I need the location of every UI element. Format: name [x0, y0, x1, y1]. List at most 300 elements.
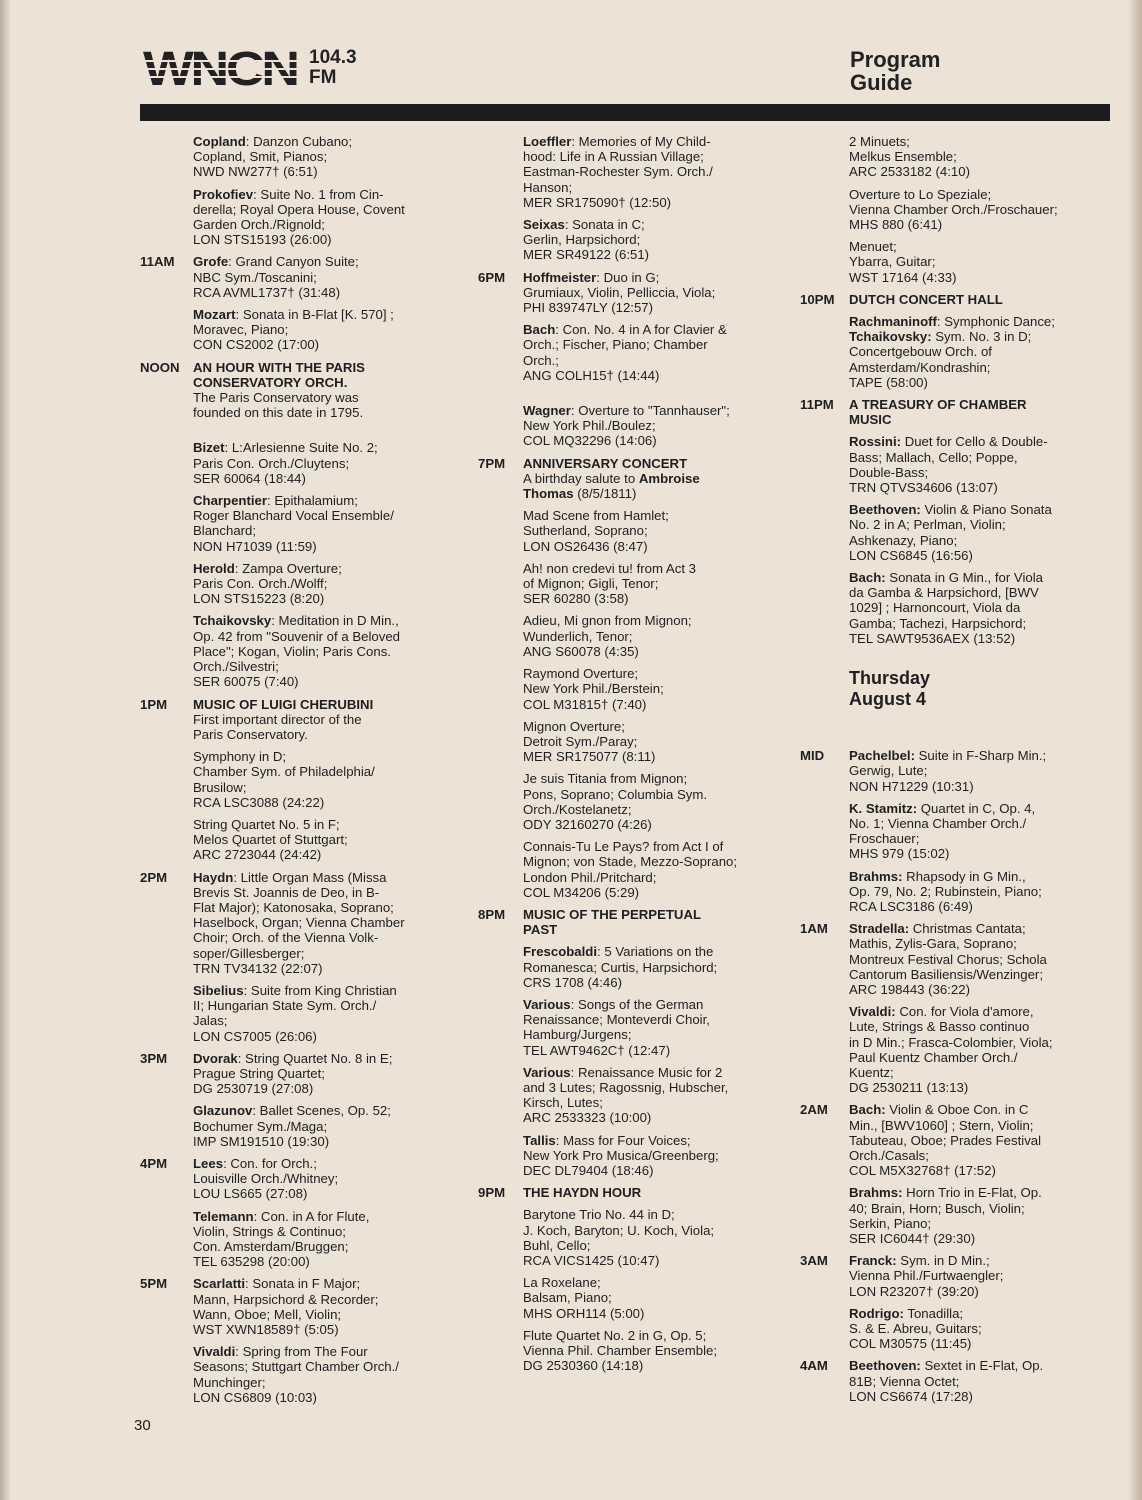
- entry-line: [523, 1343, 782, 1358]
- entry-line: [523, 322, 782, 337]
- entry-text: J. Koch, Baryton; U. Koch, Viola;: [523, 1222, 715, 1238]
- entry-text: Moravec, Piano;: [193, 322, 289, 338]
- program-entry: [140, 440, 460, 486]
- program-entry: [478, 134, 782, 210]
- program-entry: [800, 1102, 1110, 1178]
- entry-text: A birthday salute to: [523, 470, 639, 486]
- entry-text: Mignon; von Stade, Mezzo-Soprano;: [523, 854, 738, 870]
- entry-line: [193, 202, 460, 217]
- entry-line: [849, 1185, 1110, 1200]
- entry-line: [523, 1095, 782, 1110]
- entry-text: LON R23207† (39:20): [849, 1283, 979, 1299]
- entry-text: : Songs of the German: [570, 996, 704, 1012]
- entry-text: ARC 2533323 (10:00): [523, 1110, 652, 1126]
- time-slot: 2PM: [140, 869, 168, 885]
- program-entry: [800, 748, 1110, 794]
- program-entry: [478, 1275, 782, 1321]
- program-entry: [800, 869, 1110, 915]
- entry-text: Place"; Kogan, Violin; Paris Cons.: [193, 643, 391, 659]
- entry-text: Melkus Ensemble;: [849, 149, 957, 165]
- entry-text: Bass; Mallach, Cello; Poppe,: [849, 449, 1018, 465]
- entry-text: COL M30575 (11:45): [849, 1336, 972, 1352]
- entry-text: New York Phil./Boulez;: [523, 418, 656, 434]
- composer-or-title: Bach:: [849, 570, 886, 586]
- entry-line: [193, 456, 460, 471]
- composer-or-title: Lees: [193, 1155, 224, 1171]
- entry-line: [193, 900, 460, 915]
- program-entry: [478, 997, 782, 1058]
- composer-or-title: Various: [523, 1064, 571, 1080]
- entry-line: [849, 869, 1110, 884]
- composer-or-title: Frescobaldi: [523, 944, 598, 960]
- entry-line: [193, 885, 460, 900]
- entry-line: [193, 832, 460, 847]
- entry-text: Connais-Tu Le Pays? from Act I of: [523, 839, 724, 855]
- entry-line: [193, 493, 460, 508]
- entry-line: [193, 337, 460, 352]
- entry-line: [193, 1276, 460, 1291]
- entry-text: Mignon Overture;: [523, 718, 625, 734]
- program-entry: [140, 1276, 460, 1337]
- program-entry: [478, 944, 782, 990]
- section-title-line2: Guide: [850, 70, 913, 95]
- entry-text: London Phil./Pritchard;: [523, 869, 657, 885]
- entry-line: [849, 831, 1110, 846]
- entry-text: MHS 979 (15:02): [849, 846, 950, 862]
- entry-line: [849, 1216, 1110, 1231]
- entry-text: New York Phil./Berstein;: [523, 681, 664, 697]
- entry-text: Paul Kuentz Chamber Orch./: [849, 1049, 1018, 1065]
- entry-line: [523, 300, 782, 315]
- entry-line: [193, 915, 460, 930]
- entry-text: SER IC6044† (29:30): [849, 1230, 976, 1246]
- entry-text: : Mass for Four Voices;: [555, 1132, 691, 1148]
- entry-text: Froschauer;: [849, 831, 920, 847]
- entry-line: [523, 1043, 782, 1058]
- entry-line: [849, 1253, 1110, 1268]
- composer-or-title: Copland: [193, 134, 246, 149]
- composer-or-title: Charpentier: [193, 493, 268, 509]
- entry-text: : Sonata in B-Flat [K. 570] ;: [235, 307, 394, 323]
- entry-line: [523, 1133, 782, 1148]
- time-slot: 6PM: [478, 269, 506, 285]
- entry-text: Quartet in C, Op. 4,: [917, 800, 1036, 816]
- time-slot: 10PM: [800, 291, 835, 307]
- entry-line: [193, 727, 460, 742]
- day-heading-date: August 4: [849, 689, 927, 710]
- entry-text: Concertgebouw Orch. of: [849, 344, 992, 360]
- entry-text: Mad Scene from Hamlet;: [523, 508, 669, 524]
- time-slot: MID: [800, 748, 825, 764]
- entry-text: Menuet;: [849, 239, 897, 255]
- entry-text: Hamburg/Jurgens;: [523, 1027, 632, 1043]
- entry-line: [523, 180, 782, 195]
- day-heading: [800, 668, 1110, 710]
- entry-line: [523, 1290, 782, 1305]
- entry-line: [849, 239, 1110, 254]
- entry-text: Raymond Overture;: [523, 666, 639, 682]
- entry-line: [193, 1081, 460, 1096]
- program-entry: [800, 239, 1110, 285]
- entry-line: [193, 561, 460, 576]
- entry-line: [193, 749, 460, 764]
- entry-text: Ybarra, Guitar;: [849, 254, 936, 270]
- entry-line: [849, 329, 1110, 344]
- program-entry: [478, 322, 782, 383]
- entry-line: [193, 508, 460, 523]
- time-slot: NOON: [140, 359, 180, 375]
- entry-text: Sym. in D Min.;: [896, 1253, 990, 1269]
- entry-line: [193, 961, 460, 976]
- entry-text: LON CS6845 (16:56): [849, 547, 973, 563]
- entry-line: [523, 749, 782, 764]
- program-entry: [140, 134, 460, 180]
- entry-text: Tonadilla;: [903, 1305, 964, 1321]
- entry-line: [849, 480, 1110, 495]
- composer-or-title: Bach: [523, 322, 556, 338]
- entry-text: LOU LS665 (27:08): [193, 1186, 308, 1202]
- entry-line: [193, 164, 460, 179]
- entry-line: [849, 801, 1110, 816]
- entry-text: Ashkenazy, Piano;: [849, 532, 958, 548]
- entry-text: Kuentz;: [849, 1064, 894, 1080]
- entry-line: [193, 1051, 460, 1066]
- entry-line: [849, 1163, 1110, 1178]
- program-entry: [140, 1156, 460, 1202]
- entry-line: [849, 585, 1110, 600]
- entry-text: The Paris Conservatory was: [193, 390, 359, 406]
- program-entry: [478, 403, 782, 449]
- entry-text: 40; Brain, Horn; Busch, Violin;: [849, 1200, 1025, 1216]
- entry-text: TEL 635298 (20:00): [193, 1254, 310, 1270]
- entry-text: and 3 Lutes; Ragossnig, Hubscher,: [523, 1079, 729, 1095]
- entry-line: [849, 202, 1110, 217]
- entry-text: Wunderlich, Tenor;: [523, 628, 633, 644]
- program-entry: [478, 561, 782, 607]
- schedule-column-3: [800, 134, 1110, 1411]
- entry-text: Haselbock, Organ; Vienna Chamber: [193, 915, 405, 931]
- entry-text: SER 60280 (3:58): [523, 591, 629, 607]
- entry-text: : 5 Variations on the: [597, 944, 714, 960]
- entry-line: [193, 1292, 460, 1307]
- entry-text: LON STS15193 (26:00): [193, 232, 332, 248]
- entry-line: [523, 975, 782, 990]
- entry-text: MER SR49122 (6:51): [523, 247, 650, 263]
- entry-text: Eastman-Rochester Sym. Orch./: [523, 164, 713, 180]
- program-entry: [140, 187, 460, 248]
- entry-line: [523, 922, 782, 937]
- time-slot: 1PM: [140, 696, 168, 712]
- entry-text: : Sonata in C;: [564, 217, 645, 233]
- entry-text: Brevis St. Joannis de Deo, in B-: [193, 884, 380, 900]
- entry-text: Christmas Cantata;: [909, 921, 1026, 937]
- entry-text: : String Quartet No. 8 in E;: [237, 1050, 393, 1066]
- entry-line: [849, 465, 1110, 480]
- entry-line: [849, 816, 1110, 831]
- program-entry: [478, 1133, 782, 1179]
- entry-text: DG 2530211 (13:13): [849, 1080, 969, 1096]
- schedule-column-1: [140, 134, 460, 1412]
- entry-text: PHI 839747LY (12:57): [523, 300, 654, 316]
- entry-text: WST XWN18589† (5:05): [193, 1322, 339, 1338]
- page-edge-left: [0, 0, 10, 1500]
- entry-line: [849, 921, 1110, 936]
- entry-text: Orch.; Fischer, Piano; Chamber: [523, 337, 708, 353]
- entry-line: [523, 471, 782, 486]
- entry-line: [523, 539, 782, 554]
- entry-line: [193, 629, 460, 644]
- entry-text: Je suis Titania from Mignon;: [523, 771, 688, 787]
- entry-line: [849, 187, 1110, 202]
- entry-text: : Spring from The Four: [235, 1344, 368, 1360]
- composer-or-title: THE HAYDN HOUR: [523, 1185, 642, 1201]
- entry-text: Rhapsody in G Min.,: [902, 868, 1026, 884]
- entry-text: da Gamba & Harpsichord, [BWV: [849, 585, 1039, 601]
- entry-text: Kirsch, Lutes;: [523, 1095, 603, 1111]
- entry-text: CRS 1708 (4:46): [523, 974, 622, 990]
- program-entry: [478, 719, 782, 765]
- schedule-column-2: [478, 134, 782, 1380]
- entry-line: [193, 659, 460, 674]
- entry-line: [849, 1284, 1110, 1299]
- entry-line: [193, 1171, 460, 1186]
- entry-line: [523, 719, 782, 734]
- entry-text: Mann, Harpsichord & Recorder;: [193, 1291, 379, 1307]
- entry-text: Duet for Cello & Double-: [901, 434, 1048, 450]
- program-entry: [140, 613, 460, 689]
- entry-text: : Con. in A for Flute,: [253, 1208, 370, 1224]
- entry-line: [523, 1185, 782, 1200]
- entry-text: Roger Blanchard Vocal Ensemble/: [193, 508, 394, 524]
- entry-text: LON CS6674 (17:28): [849, 1388, 973, 1404]
- entry-line: [523, 1065, 782, 1080]
- entry-line: [523, 1080, 782, 1095]
- entry-line: [849, 270, 1110, 285]
- entry-line: [523, 666, 782, 681]
- entry-line: [849, 1050, 1110, 1065]
- entry-line: [193, 712, 460, 727]
- entry-line: [849, 375, 1110, 390]
- entry-line: [523, 1223, 782, 1238]
- entry-line: [523, 353, 782, 368]
- entry-text: Prague String Quartet;: [193, 1065, 325, 1081]
- composer-or-title: Bizet: [193, 440, 225, 456]
- entry-line: [193, 930, 460, 945]
- program-entry: [140, 360, 460, 421]
- entry-text: Orch./Silvestri;: [193, 659, 279, 675]
- program-entry: [140, 870, 460, 976]
- entry-text: Detroit Sym./Paray;: [523, 733, 638, 749]
- entry-line: [193, 674, 460, 689]
- composer-or-title: ANNIVERSARY CONCERT: [523, 455, 688, 471]
- entry-line: [193, 1066, 460, 1081]
- entry-line: [849, 884, 1110, 899]
- entry-text: hood: Life in A Russian Village;: [523, 149, 704, 165]
- entry-line: [193, 405, 460, 420]
- entry-line: [523, 613, 782, 628]
- entry-text: : L:Arlesienne Suite No. 2;: [224, 440, 378, 456]
- entry-line: [193, 149, 460, 164]
- program-entry: [800, 434, 1110, 495]
- entry-text: : Duo in G;: [596, 269, 660, 285]
- entry-line: [193, 870, 460, 885]
- entry-line: [193, 134, 460, 149]
- logo-band: FM: [309, 67, 337, 88]
- entry-line: [193, 1254, 460, 1269]
- entry-text: Op. 79, No. 2; Rubinstein, Piano;: [849, 883, 1042, 899]
- entry-line: [849, 517, 1110, 532]
- entry-line: [193, 254, 460, 269]
- program-entry: [478, 217, 782, 263]
- program-entry: [800, 1358, 1110, 1404]
- entry-text: New York Pro Musica/Greenberg;: [523, 1147, 719, 1163]
- entry-text: TRN QTVS34606 (13:07): [849, 480, 998, 496]
- entry-text: SER 60064 (18:44): [193, 470, 306, 486]
- entry-text: Romanesca; Curtis, Harpsichord;: [523, 959, 718, 975]
- entry-text: Suite in F-Sharp Min.;: [914, 748, 1047, 764]
- entry-line: [193, 1103, 460, 1118]
- entry-line: [193, 523, 460, 538]
- composer-or-title: Various: [523, 996, 571, 1012]
- entry-line: [523, 523, 782, 538]
- entry-text: TRN TV34132 (22:07): [193, 960, 323, 976]
- program-entry: [140, 1209, 460, 1270]
- entry-text: Jalas;: [193, 1013, 228, 1029]
- entry-line: [193, 1307, 460, 1322]
- logo-frequency: 104.3: [309, 47, 357, 68]
- composer-or-title: Telemann: [193, 1208, 254, 1224]
- entry-text: COL M31815† (7:40): [523, 696, 647, 712]
- time-slot: 5PM: [140, 1276, 168, 1292]
- entry-line: [523, 247, 782, 262]
- logo-stripe: [143, 68, 305, 70]
- entry-line: [523, 697, 782, 712]
- composer-or-title: Brahms:: [849, 1185, 903, 1201]
- entry-line: [193, 1209, 460, 1224]
- program-entry: [140, 817, 460, 863]
- entry-line: [849, 533, 1110, 548]
- composer-or-title: AN HOUR WITH THE PARIS: [193, 359, 365, 375]
- entry-line: [193, 1390, 460, 1405]
- entry-text: Orch.;: [523, 352, 559, 368]
- entry-text: First important director of the: [193, 711, 362, 727]
- entry-line: [523, 1253, 782, 1268]
- entry-line: [193, 576, 460, 591]
- program-entry: [800, 921, 1110, 997]
- entry-line: [193, 471, 460, 486]
- entry-line: [193, 795, 460, 810]
- entry-text: Flat Major); Katonosaka, Soprano;: [193, 899, 394, 915]
- composer-or-title: Brahms:: [849, 868, 903, 884]
- entry-text: DEC DL79404 (18:46): [523, 1162, 654, 1178]
- entry-line: [193, 817, 460, 832]
- composer-or-title: Pachelbel:: [849, 748, 915, 764]
- entry-text: 1029] ; Harnoncourt, Viola da: [849, 600, 1021, 616]
- entry-text: Montreux Festival Chorus; Schola: [849, 951, 1047, 967]
- entry-text: Louisville Orch./Whitney;: [193, 1171, 339, 1187]
- entry-line: [193, 187, 460, 202]
- entry-line: [849, 434, 1110, 449]
- composer-or-title: Rodrigo:: [849, 1305, 904, 1321]
- composer-or-title: PAST: [523, 922, 558, 938]
- entry-text: Violin, Strings & Continuo;: [193, 1223, 346, 1239]
- entry-line: [849, 134, 1110, 149]
- composer-or-title: Sibelius: [193, 982, 244, 998]
- program-entry: [478, 1185, 782, 1200]
- entry-text: Op. 42 from "Souvenir of a Beloved: [193, 628, 401, 644]
- time-slot: 1AM: [800, 921, 828, 937]
- entry-line: [193, 613, 460, 628]
- entry-line: [523, 997, 782, 1012]
- entry-line: [193, 1344, 460, 1359]
- entry-line: [193, 322, 460, 337]
- program-entry: [478, 508, 782, 554]
- entry-line: [849, 1231, 1110, 1246]
- entry-line: [523, 164, 782, 179]
- entry-text: Paris Conservatory.: [193, 726, 308, 742]
- time-slot: 3AM: [800, 1253, 828, 1269]
- entry-line: [849, 412, 1110, 427]
- entry-text: : Danzon Cubano;: [245, 134, 353, 149]
- composer-or-title: Beethoven:: [849, 502, 921, 518]
- time-slot: 8PM: [478, 906, 506, 922]
- entry-line: [523, 629, 782, 644]
- entry-line: [193, 1156, 460, 1171]
- entry-text: Sextet in E-Flat, Op.: [920, 1358, 1044, 1374]
- entry-text: Con. for Viola d'amore,: [895, 1004, 1034, 1020]
- entry-text: Violin & Oboe Con. in C: [885, 1102, 1029, 1118]
- program-entry: [478, 907, 782, 937]
- entry-line: [523, 1207, 782, 1222]
- entry-line: [523, 1328, 782, 1343]
- program-entry: [478, 456, 782, 502]
- entry-line: [193, 780, 460, 795]
- page-edge-right: [1128, 0, 1142, 1500]
- entry-line: [523, 1148, 782, 1163]
- entry-line: [849, 616, 1110, 631]
- time-slot: 2AM: [800, 1102, 828, 1118]
- time-slot: 4AM: [800, 1358, 828, 1374]
- entry-text: RCA AVML1737† (31:48): [193, 284, 341, 300]
- composer-or-title: A TREASURY OF CHAMBER: [849, 397, 1027, 413]
- entry-text: Seasons; Stuttgart Chamber Orch./: [193, 1359, 399, 1375]
- entry-line: [193, 591, 460, 606]
- program-entry: [478, 1328, 782, 1374]
- program-entry: [478, 613, 782, 659]
- entry-text: derella; Royal Opera House, Covent: [193, 201, 405, 217]
- entry-line: [849, 936, 1110, 951]
- entry-line: [523, 771, 782, 786]
- entry-line: [523, 270, 782, 285]
- entry-text: Min., [BWV1060] ; Stern, Violin;: [849, 1117, 1034, 1133]
- entry-text: Lute, Strings & Basso continuo: [849, 1019, 1030, 1035]
- entry-line: [523, 134, 782, 149]
- entry-text: Orch./Casals;: [849, 1147, 929, 1163]
- entry-text: COL MQ32296 (14:06): [523, 433, 657, 449]
- entry-line: [523, 1110, 782, 1125]
- entry-text: TEL AWT9462C† (12:47): [523, 1042, 671, 1058]
- program-entry: [800, 1185, 1110, 1246]
- entry-text: Garden Orch./Rignold;: [193, 217, 325, 233]
- entry-text: Paris Con. Orch./Wolff;: [193, 576, 328, 592]
- composer-or-title: Herold: [193, 560, 235, 576]
- entry-line: [849, 846, 1110, 861]
- section-title-line1: Program: [850, 47, 941, 72]
- entry-line: [193, 697, 460, 712]
- program-entry: [800, 134, 1110, 180]
- entry-line: [849, 1268, 1110, 1283]
- entry-text: No. 1; Vienna Chamber Orch./: [849, 815, 1027, 831]
